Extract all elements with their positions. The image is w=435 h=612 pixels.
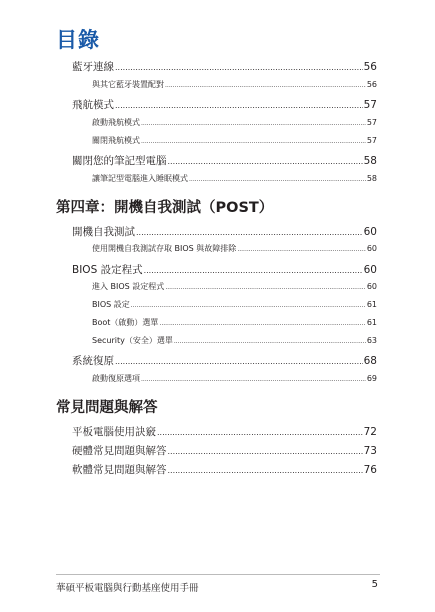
toc-entry-label: 藍牙連線 — [72, 61, 114, 73]
toc-entry-page: 56 — [363, 61, 377, 73]
toc-entry[interactable] — [72, 59, 377, 73]
toc-entry[interactable] — [72, 97, 377, 111]
toc-entry-label: 關閉飛航模式 — [92, 136, 140, 145]
toc-entry-label: 關閉您的筆記型電腦 — [72, 155, 167, 167]
toc-entry-page: 57 — [363, 99, 377, 111]
footer-page-number: 5 — [371, 579, 378, 590]
footer-divider — [56, 574, 380, 575]
toc-entry-label: 開機自我測試 — [72, 226, 135, 238]
toc-entry[interactable] — [92, 299, 377, 311]
toc-entry-page: 61 — [366, 318, 377, 327]
toc-entry-page: 68 — [363, 355, 377, 367]
toc-entry-page: 73 — [363, 445, 377, 457]
toc-entry[interactable] — [92, 173, 377, 185]
toc-entry-page: 63 — [366, 336, 377, 345]
toc-entry-label: Security（安全）選單 — [92, 336, 173, 345]
toc-entry-label: 硬體常見問題與解答 — [72, 445, 167, 457]
toc-entry-label: 系統復原 — [72, 355, 114, 367]
toc-leader-dots — [165, 284, 366, 291]
toc-entry-page: 60 — [366, 282, 377, 291]
toc-leader-dots — [141, 120, 366, 127]
toc-leader-dots — [141, 376, 366, 383]
toc-entry-label: 進入 BIOS 設定程式 — [92, 282, 165, 291]
toc-entry[interactable] — [92, 335, 377, 347]
toc-leader-dots — [136, 228, 363, 237]
toc-entry[interactable] — [72, 353, 377, 367]
toc-leader-dots — [174, 338, 366, 345]
toc-entry-label: 讓筆記型電腦進入睡眠模式 — [92, 174, 188, 183]
toc-leader-dots — [131, 302, 366, 309]
toc-entry-label: 飛航模式 — [72, 99, 114, 111]
toc-entry-page: 61 — [366, 300, 377, 309]
toc-entry-page: 56 — [366, 80, 377, 89]
toc-leader-dots — [168, 157, 363, 166]
toc-entry[interactable] — [92, 281, 377, 293]
toc-leader-dots — [157, 428, 363, 437]
toc-leader-dots — [115, 101, 363, 110]
toc-entry-label: 軟體常見問題與解答 — [72, 464, 167, 476]
toc-entry-page: 60 — [366, 244, 377, 253]
section-heading-post: 第四章：開機自我測試（POST） — [56, 200, 274, 216]
toc-entry-page: 58 — [363, 155, 377, 167]
toc-entry[interactable] — [92, 243, 377, 255]
toc-entry-label: BIOS 設定程式 — [72, 264, 143, 276]
toc-entry[interactable] — [72, 424, 377, 438]
toc-entry[interactable] — [92, 79, 377, 91]
toc-entry[interactable] — [72, 153, 377, 167]
page-title: 目錄 — [56, 28, 100, 52]
toc-leader-dots — [141, 138, 366, 145]
toc-leader-dots — [189, 176, 366, 183]
toc-leader-dots — [168, 466, 363, 475]
toc-leader-dots — [144, 266, 363, 275]
toc-entry-label: 啟動復原選項 — [92, 374, 140, 383]
toc-entry-page: 60 — [363, 226, 377, 238]
toc-entry[interactable] — [72, 443, 377, 457]
toc-leader-dots — [237, 246, 366, 253]
toc-entry-label: 使用開機自我測試存取 BIOS 與故障排除 — [92, 244, 237, 253]
toc-leader-dots — [168, 447, 363, 456]
toc-entry[interactable] — [92, 135, 377, 147]
toc-entry[interactable] — [92, 317, 377, 329]
toc-entry-label: 啟動飛航模式 — [92, 118, 140, 127]
toc-entry-page: 76 — [363, 464, 377, 476]
toc-leader-dots — [165, 82, 366, 89]
toc-entry-label: BIOS 設定 — [92, 300, 130, 309]
toc-entry-page: 58 — [366, 174, 377, 183]
toc-entry[interactable] — [72, 462, 377, 476]
toc-entry-page: 60 — [363, 264, 377, 276]
footer-manual-title: 華碩平板電腦與行動基座使用手冊 — [56, 583, 199, 594]
toc-leader-dots — [159, 320, 365, 327]
toc-entry-page: 72 — [363, 426, 377, 438]
toc-leader-dots — [115, 63, 363, 72]
toc-entry-label: 與其它藍牙裝置配對 — [92, 80, 164, 89]
toc-entry[interactable] — [92, 373, 377, 385]
toc-entry-page: 57 — [366, 118, 377, 127]
toc-entry-page: 69 — [366, 374, 377, 383]
toc-entry[interactable] — [92, 117, 377, 129]
toc-entry-page: 57 — [366, 136, 377, 145]
toc-entry[interactable] — [72, 262, 377, 276]
toc-entry-label: 平板電腦使用訣竅 — [72, 426, 156, 438]
section-heading-faq: 常見問題與解答 — [56, 400, 158, 416]
toc-entry-label: Boot（啟動）選單 — [92, 318, 159, 327]
toc-entry[interactable] — [72, 224, 377, 238]
toc-leader-dots — [115, 357, 363, 366]
